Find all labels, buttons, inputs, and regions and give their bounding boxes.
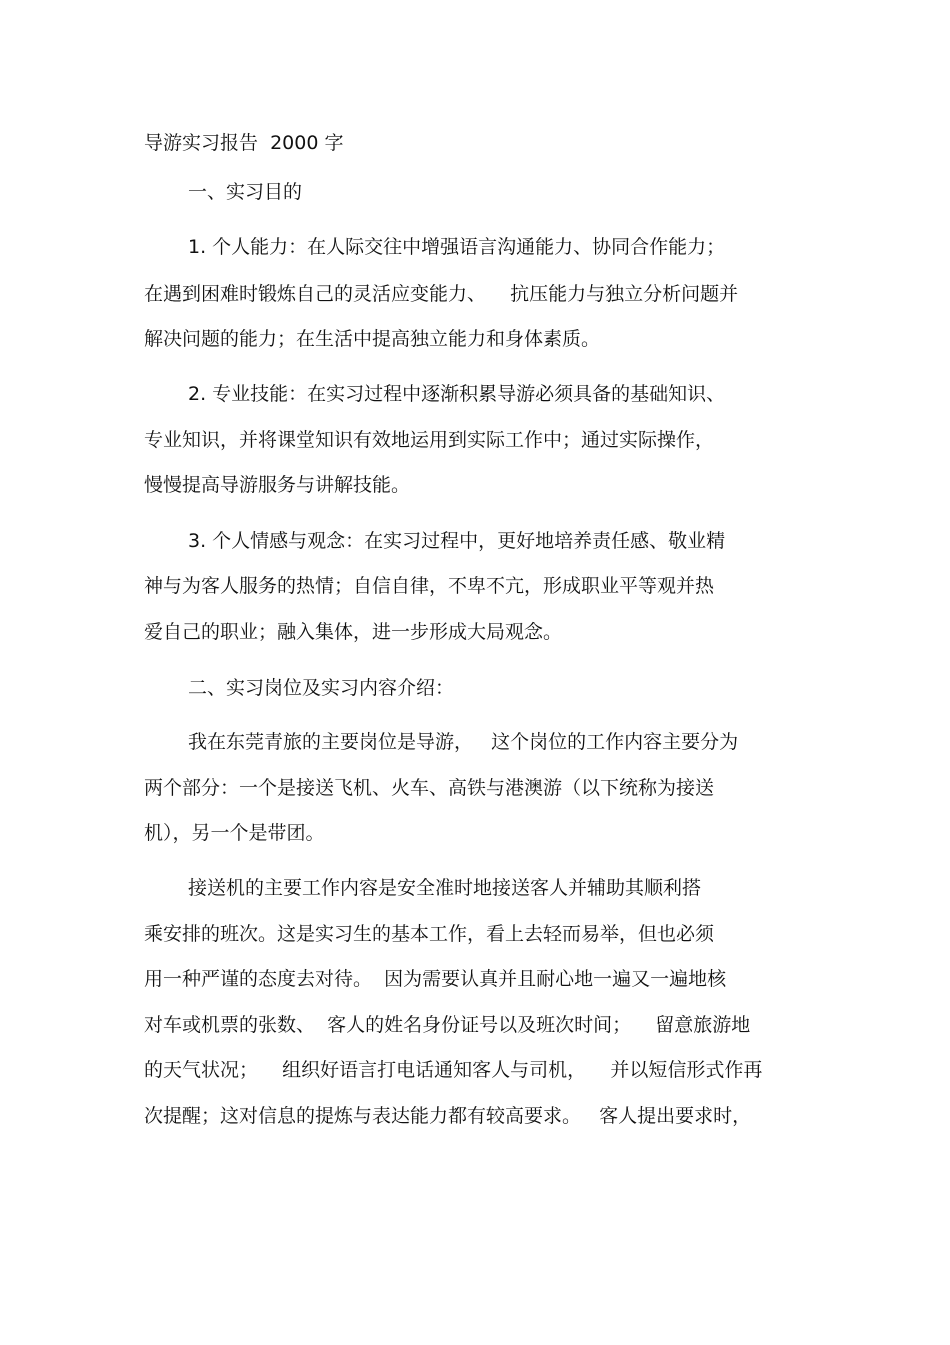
paragraph-4-line-3: 机），另一个是带团。 — [144, 822, 325, 844]
paragraph-5-line-5: 的天气状况； 组织好语言打电话通知客人与司机， 并以短信形式作再 — [144, 1059, 763, 1081]
section-heading-1: 一、实习目的 — [188, 181, 303, 203]
paragraph-3-line-3: 爱自己的职业；融入集体，进一步形成大局观念。 — [144, 621, 563, 643]
paragraph-1-line-2: 在遇到困难时锻炼自己的灵活应变能力、 抗压能力与独立分析问题并 — [144, 283, 739, 305]
paragraph-4-line-2: 两个部分：一个是接送飞机、火车、高铁与港澳游（以下统称为接送 — [144, 777, 715, 799]
paragraph-3-line-2: 神与为客人服务的热情；自信自律，不卑不亢，形成职业平等观并热 — [144, 575, 715, 597]
paragraph-5-line-6: 次提醒；这对信息的提炼与表达能力都有较高要求。 客人提出要求时， — [144, 1105, 752, 1127]
paragraph-4-line-1: 我在东莞青旅的主要岗位是导游， 这个岗位的工作内容主要分为 — [188, 731, 739, 753]
section-heading-2: 二、实习岗位及实习内容介绍： — [188, 677, 455, 699]
paragraph-2-line-3: 慢慢提高导游服务与讲解技能。 — [144, 474, 411, 496]
paragraph-5-line-4: 对车或机票的张数、 客人的姓名身份证号以及班次时间； 留意旅游地 — [144, 1014, 751, 1036]
paragraph-2-line-1: 2. 专业技能：在实习过程中逐渐积累导游必须具备的基础知识、 — [188, 383, 726, 405]
paragraph-5-line-2: 乘安排的班次。这是实习生的基本工作，看上去轻而易举，但也必须 — [144, 923, 715, 945]
paragraph-2-line-2: 专业知识，并将课堂知识有效地运用到实际工作中；通过实际操作， — [144, 429, 715, 451]
paragraph-1-line-1: 1. 个人能力：在人际交往中增强语言沟通能力、协同合作能力； — [188, 236, 726, 258]
paragraph-3-line-1: 3. 个人情感与观念：在实习过程中，更好地培养责任感、敬业精 — [188, 530, 726, 552]
paragraph-5-line-1: 接送机的主要工作内容是安全准时地接送客人并辅助其顺利搭 — [188, 877, 702, 899]
paragraph-5-line-3: 用一种严谨的态度去对待。 因为需要认真并且耐心地一遍又一遍地核 — [144, 968, 727, 990]
paragraph-1-line-3: 解决问题的能力；在生活中提高独立能力和身体素质。 — [144, 328, 601, 350]
document-title: 导游实习报告 2000 字 — [144, 132, 344, 154]
